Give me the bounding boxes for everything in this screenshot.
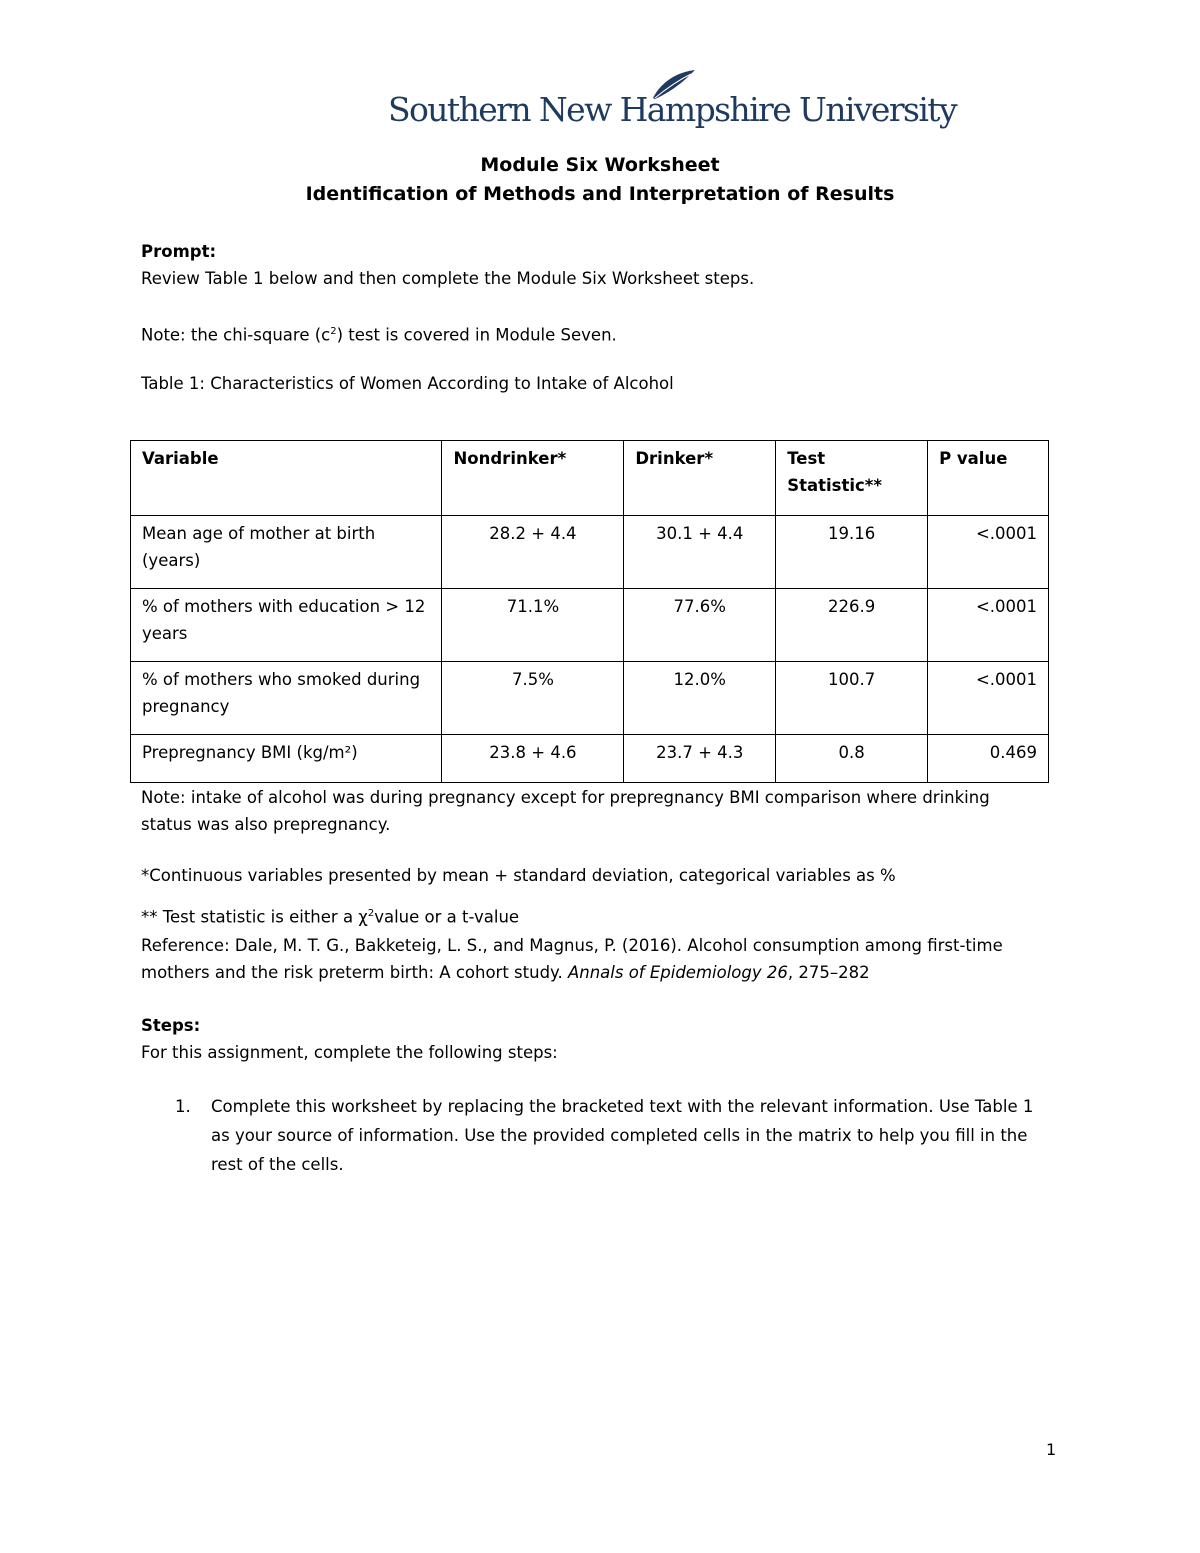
page-number: 1	[1046, 1440, 1057, 1459]
table-row	[131, 516, 1049, 589]
header-variable: Variable	[131, 441, 442, 516]
prompt-heading: Prompt:	[141, 242, 217, 261]
continuous-variables-note: *Continuous variables presented by mean + standard deviation, categorical variables as %	[141, 866, 896, 885]
chi-square-note: Note: the chi-square $(c^2)$ test is covered in Module Seven.	[141, 325, 617, 345]
table-row	[131, 662, 1049, 735]
logo-wordmark: Southern New Hampshire University	[388, 90, 956, 129]
nondrinker-cell: 71.1%	[442, 589, 624, 662]
p-value-cell: <.0001	[928, 662, 1049, 735]
drinker-cell: 77.6%	[624, 589, 776, 662]
p-value-cell: <.0001	[928, 516, 1049, 589]
variable-cell: Mean age of mother at birth (years)	[131, 516, 442, 589]
drinker-cell: 30.1 + 4.4	[624, 516, 776, 589]
step-text: Complete this worksheet by replacing the bracketed text with the relevant information. Use Table 1 as your source of information. Use the provided completed cells in the matrix to help you fill in the rest of the cells.	[211, 1097, 1034, 1174]
test-statistic-cell: 19.16	[776, 516, 928, 589]
p-value-cell: 0.469	[928, 735, 1049, 783]
nondrinker-cell: 28.2 + 4.4	[442, 516, 624, 589]
page-title: Module Six Worksheet	[480, 154, 720, 176]
header-p-value: P value	[928, 441, 1049, 516]
table-note-line1: Note: intake of alcohol was during pregnancy except for prepregnancy BMI comparison where drinking	[141, 788, 990, 807]
steps-heading: Steps:	[141, 1016, 201, 1035]
test-statistic-note: ** Test statistic is either a $\chi^2value$ or a t-value	[141, 907, 520, 927]
test-statistic-cell: 100.7	[776, 662, 928, 735]
steps-intro: For this assignment, complete the following steps:	[141, 1043, 558, 1062]
step-number: 1.	[175, 1097, 191, 1116]
header-nondrinker: Nondrinker*	[442, 441, 624, 516]
variable-cell: Prepregnancy BMI (kg/m²)	[131, 735, 442, 783]
table-note-line2: status was also prepregnancy.	[141, 815, 391, 834]
drinker-cell: 23.7 + 4.3	[624, 735, 776, 783]
p-value-cell: <.0001	[928, 589, 1049, 662]
list-item	[175, 1092, 1035, 1179]
nondrinker-cell: 7.5%	[442, 662, 624, 735]
variable-cell: % of mothers who smoked during pregnancy	[131, 662, 442, 735]
page-subtitle: Identification of Methods and Interpretation of Results	[305, 183, 895, 205]
characteristics-table	[130, 440, 1049, 783]
nondrinker-cell: 23.8 + 4.6	[442, 735, 624, 783]
steps-list	[175, 1092, 1035, 1179]
reference-line2: mothers and the risk preterm birth: A cohort study. Annals of Epidemiology 26, 275–282	[141, 963, 870, 982]
header-drinker: Drinker*	[624, 441, 776, 516]
variable-cell: % of mothers with education > 12 years	[131, 589, 442, 662]
table-header-row	[131, 441, 1049, 516]
table-row	[131, 589, 1049, 662]
header-test-statistic: Test Statistic**	[776, 441, 928, 516]
test-statistic-cell: 0.8	[776, 735, 928, 783]
table-caption: Table 1: Characteristics of Women According to Intake of Alcohol	[141, 374, 674, 393]
prompt-instruction: Review Table 1 below and then complete the Module Six Worksheet steps.	[141, 269, 755, 288]
reference-line1: Reference: Dale, M. T. G., Bakketeig, L. S., and Magnus, P. (2016). Alcohol consumption among first-time	[141, 936, 1003, 955]
table-row	[131, 735, 1049, 783]
drinker-cell: 12.0%	[624, 662, 776, 735]
university-logo	[385, 68, 956, 138]
test-statistic-cell: 226.9	[776, 589, 928, 662]
